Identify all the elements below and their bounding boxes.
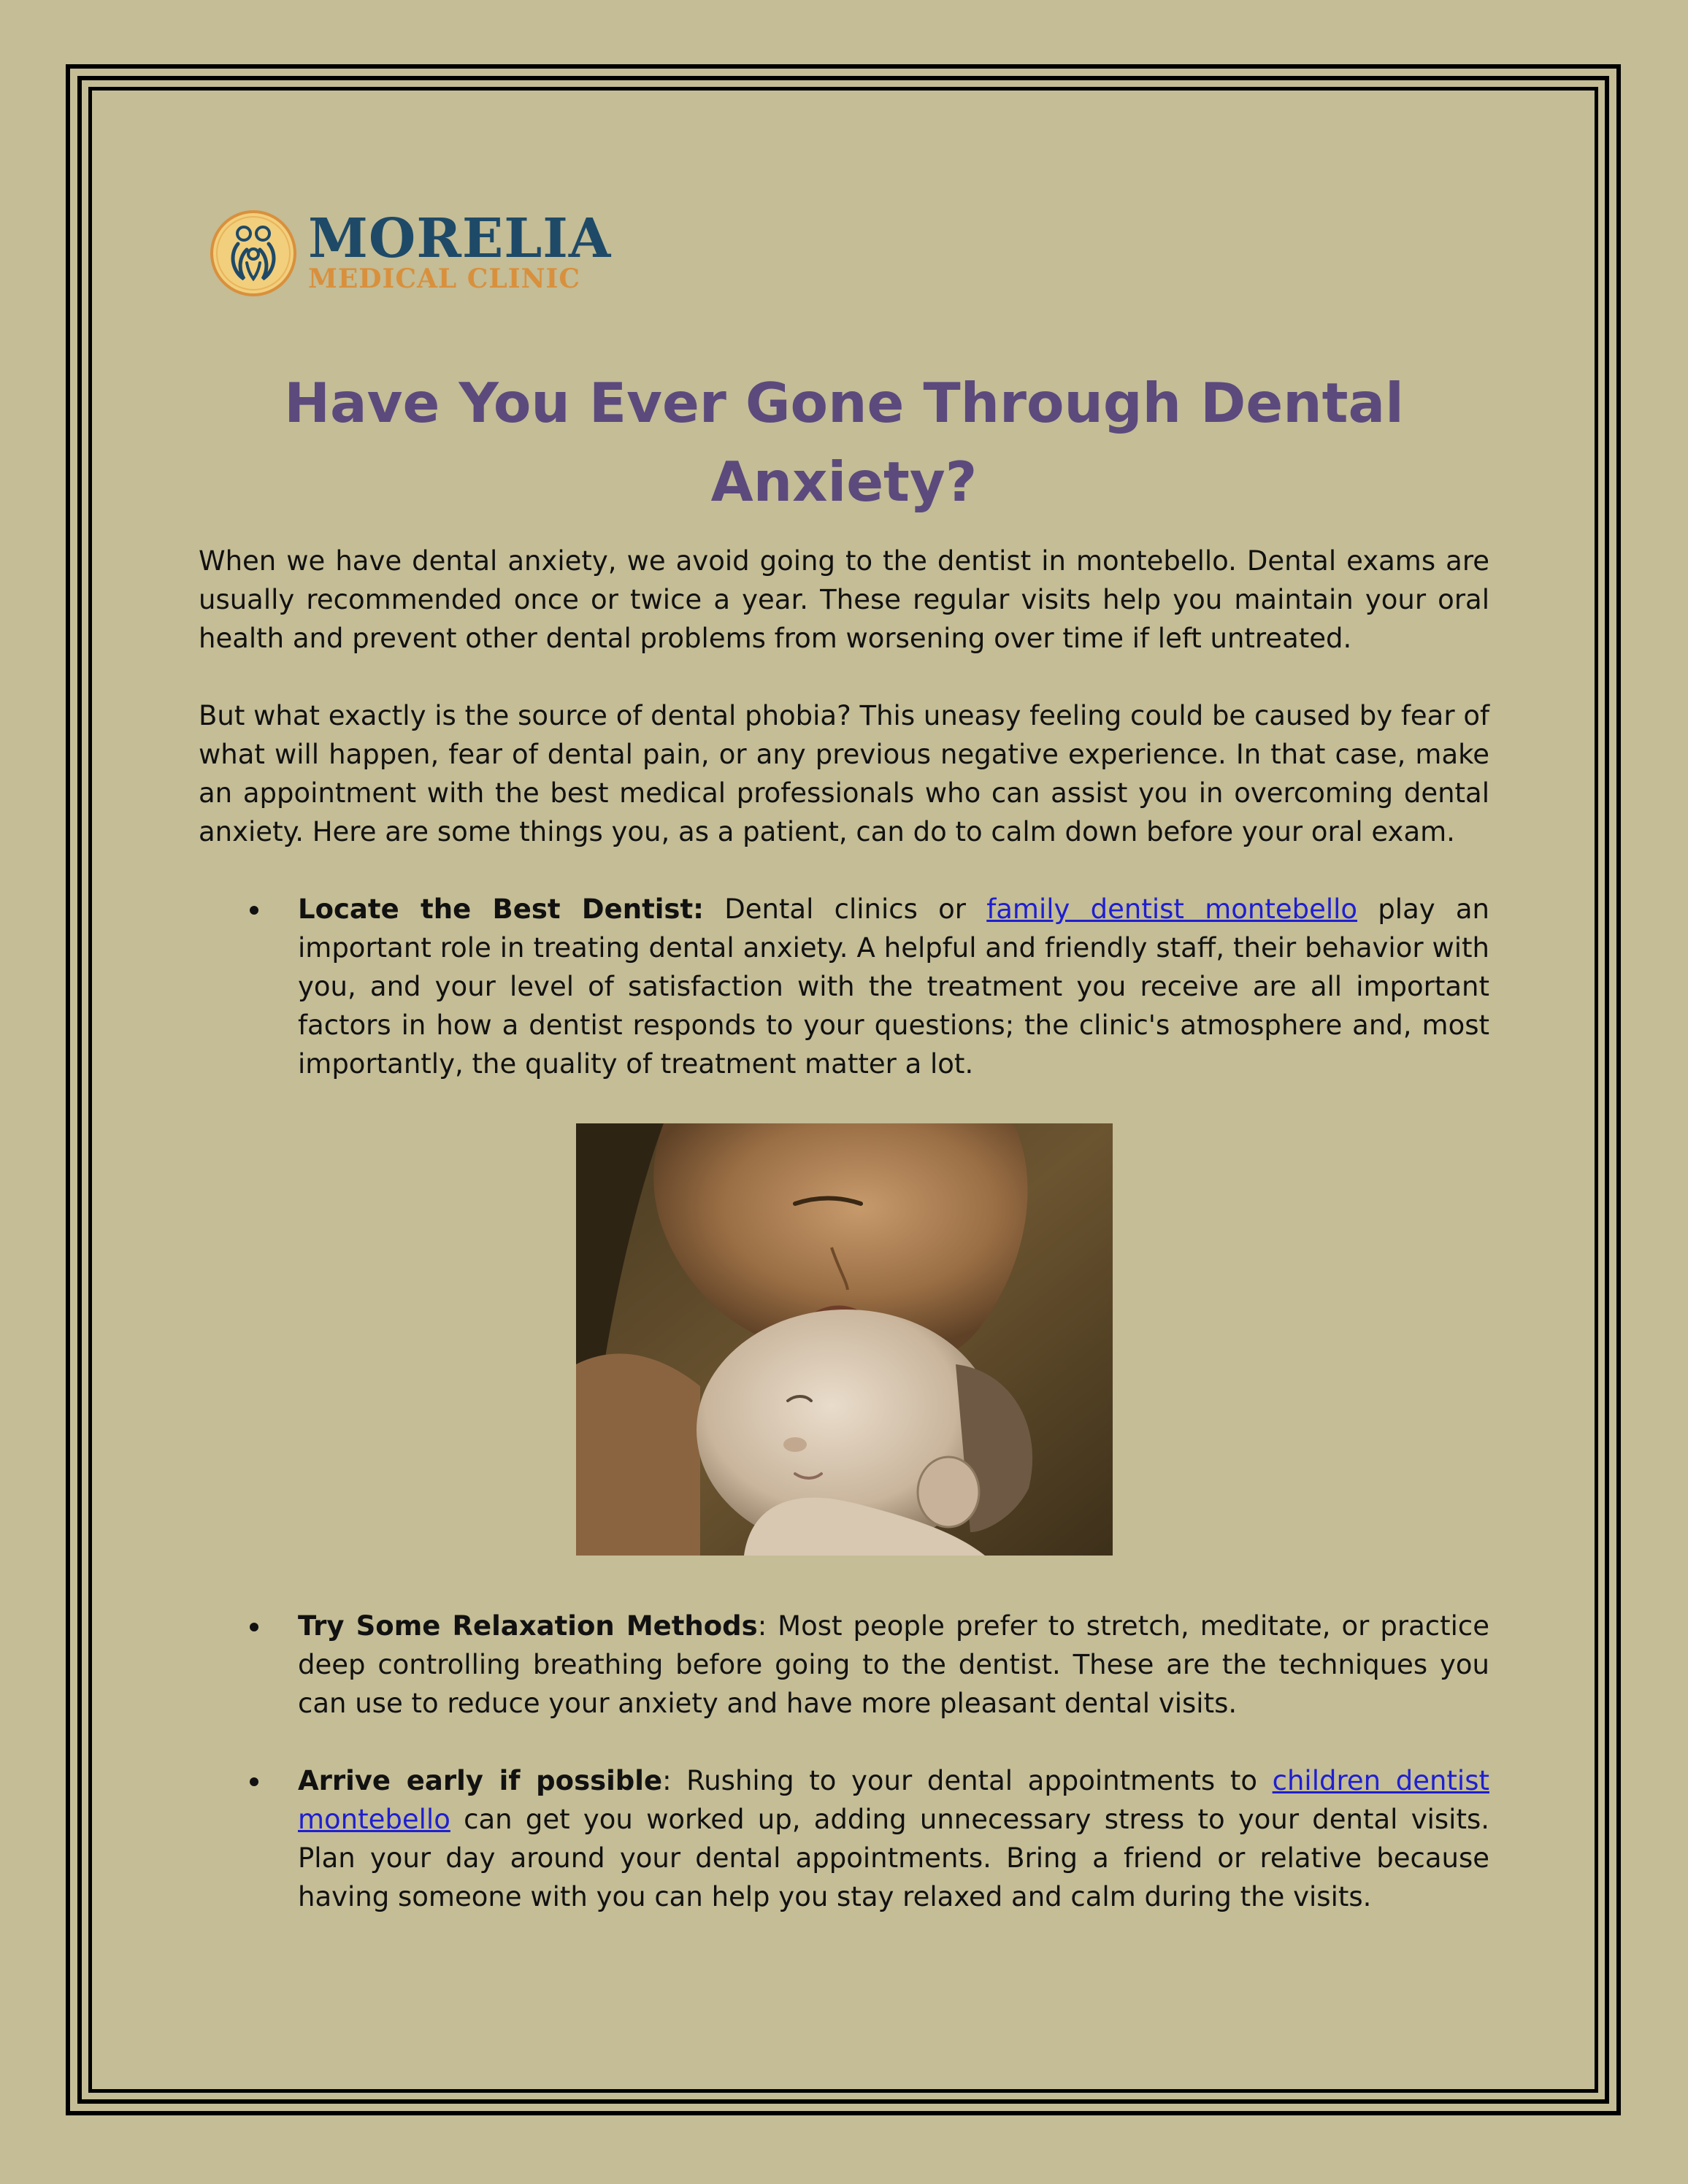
document-content <box>199 206 1489 1916</box>
tip-item-arrive-early <box>199 1761 1489 1916</box>
intro-paragraph: When we have dental anxiety, we avoid going to the dentist in montebello. Dental exams are usually recommended once or twice a year. These regular visits help you maintain your oral health and prevent other dental problems from worsening over time if left untreated. <box>199 545 1489 654</box>
tips-list <box>199 890 1489 1083</box>
tip-text: Dental clinics or <box>703 893 987 925</box>
tip-text: : Most people prefer to stretch, meditate, or practice deep controlling breathing before going to the dentist. These are the techniques you can use to reduce your anxiety and have more pleasant dental visits. <box>298 1610 1489 1719</box>
tip-term: Arrive early if possible <box>298 1765 663 1796</box>
photo-container <box>199 1123 1489 1556</box>
tip-text: can get you worked up, adding unnecessary stress to your dental visits. Plan your day around your dental appointments. Bring a friend or relative because having someone with you can help you stay relaxed and calm during the visits. <box>298 1804 1489 1912</box>
tip-item-relaxation <box>199 1607 1489 1723</box>
logo-name: MORELIA <box>308 207 612 270</box>
mother-kissing-baby-photo <box>576 1123 1113 1556</box>
tip-term: Try Some Relaxation Methods <box>298 1610 758 1642</box>
tip-text: : Rushing to your dental appointments to <box>662 1765 1273 1796</box>
page-title: Have You Ever Gone Through Dental Anxiety? <box>284 371 1404 514</box>
tip-text: play an important role in treating dental anxiety. A helpful and friendly staff, their behavior with you, and your level of satisfaction with the treatment you receive are all important factors in how a dentist responds to your questions; the clinic's atmosphere and, most importantly, the quality of treatment matter a lot. <box>298 893 1490 1080</box>
tip-term: Locate the Best Dentist: <box>298 893 704 925</box>
tip-item-best-dentist <box>199 890 1489 1083</box>
children-dentist-link[interactable]: children dentist montebello <box>298 1765 1489 1835</box>
logo-wordmark <box>308 207 612 294</box>
logo-subtitle: MEDICAL CLINIC <box>308 264 580 294</box>
family-dentist-link[interactable]: family dentist montebello <box>986 893 1358 925</box>
family-logo-icon <box>209 209 298 298</box>
source-paragraph: But what exactly is the source of dental phobia? This uneasy feeling could be caused by fear of what will happen, fear of dental pain, or any previous negative experience. In that case, make an appointment with the best medical professionals who can assist you in overcoming dental anxiety. Here are some things you, as a patient, can do to calm down before your oral exam. <box>199 700 1489 847</box>
clinic-logo <box>209 206 1489 301</box>
tips-list-continued <box>199 1607 1489 1916</box>
